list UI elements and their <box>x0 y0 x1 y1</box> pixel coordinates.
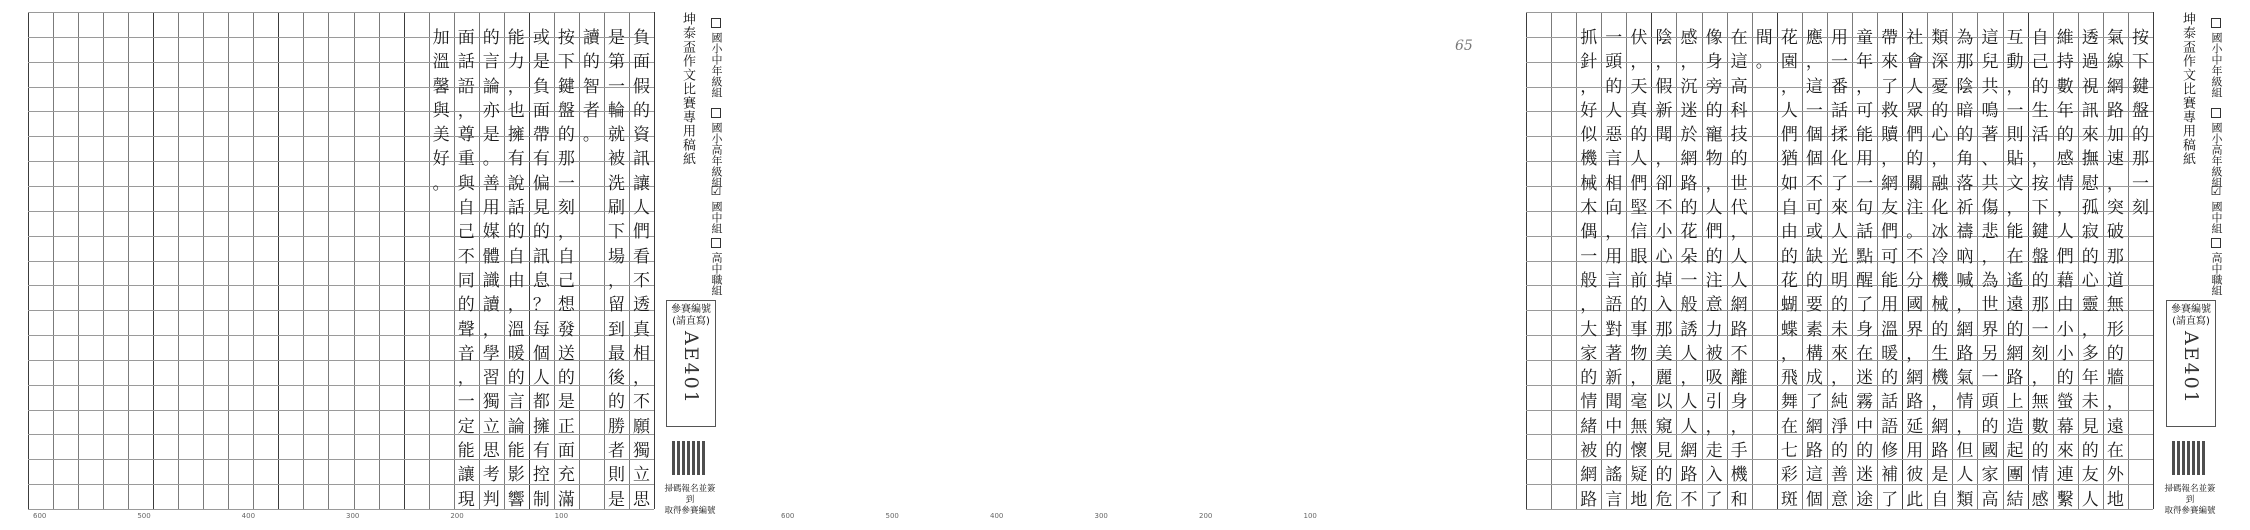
entry-label: 參賽編號 <box>2171 304 2211 315</box>
essay-column: 或 是 負 面 帶 有 偏 見 的 訊 息 ？ 每 個 人 都 擁 有 控 制 <box>532 28 550 510</box>
ruler-label: 500 <box>137 512 151 520</box>
grid-line <box>28 12 654 13</box>
category-elementary-upper: 國小高年級組 <box>2208 108 2224 188</box>
essay-column: 類 深 憂 的 心 ， 融 化 冰 冷 機 械 的 生 機 ， 網 路 是 自 <box>1931 28 1949 510</box>
essay-column: 能 力 ， 也 擁 有 說 話 的 自 由 ， 溫 暖 的 言 論 能 影 響 <box>507 28 525 510</box>
essay-column: 互 動 ， 一 則 貼 文 ， 能 在 遙 遠 的 網 路 上 造 起 團 結 <box>2006 28 2024 510</box>
grid-paper <box>1526 12 2153 509</box>
category-elementary-upper: 國小高年級組 <box>708 108 724 188</box>
essay-column: 抓 針 ， 好 似 機 械 木 偶 一 般 ， 大 家 的 情 緒 被 網 路 <box>1580 28 1598 510</box>
essay-column: 間 。 <box>1755 28 1773 73</box>
ruler-label: 100 <box>1303 512 1317 520</box>
essay-column: 感 ， 沉 迷 於 網 路 的 花 朵 一 般 誘 人 ， 人 人 網 路 不 <box>1680 28 1698 510</box>
essay-column: 加 溫 馨 與 美 好 。 <box>432 28 450 194</box>
qr-caption: 掃碼報名並簽到 取得參賽編號 <box>2164 484 2216 516</box>
essay-sheet-page-2 <box>0 0 750 530</box>
category-elementary-middle: 國小中年級組 <box>708 18 724 98</box>
form-title: 坤泰盃作文比賽專用稿紙 <box>680 12 695 166</box>
essay-column: 應 ， 這 一 個 個 不 可 或 缺 的 要 素 構 成 了 網 路 這 個 <box>1805 28 1823 510</box>
entry-number-box <box>2166 300 2216 427</box>
essay-column: 這 兒 共 鳴 著 、 共 傷 悲 ， 為 世 界 另 一 頭 的 國 家 高 <box>1981 28 1999 510</box>
form-margin-page-1 <box>2164 0 2250 530</box>
essay-column: 為 那 陰 暗 的 角 落 祈 禱 吶 喊 ， 網 路 氣 情 ， 但 人 類 <box>1956 28 1974 510</box>
essay-column: 氣 線 網 路 加 速 ， 突 破 那 道 無 形 的 牆 ， 遠 在 外 地 <box>2106 28 2124 510</box>
essay-column: 的 言 論 亦 是 。 善 用 媒 體 識 讀 ， 學 習 獨 立 思 考 判 <box>482 28 500 510</box>
essay-column: 帶 來 了 救 贖 ， 網 友 們 可 能 用 溫 暖 的 話 語 修 補 了 <box>1881 28 1899 510</box>
essay-column: 按 下 鍵 盤 的 那 一 刻 <box>2131 28 2149 219</box>
grid-line <box>2153 12 2154 509</box>
ruler-label: 300 <box>346 512 360 520</box>
essay-column: 在 這 高 科 技 的 世 代 ， 人 人 網 路 不 離 身 ， 手 機 和 <box>1730 28 1748 510</box>
entry-hint: (請直寫) <box>672 316 710 327</box>
essay-sheet-page-1 <box>750 0 2223 530</box>
essay-column: 自 己 的 生 活 ， 按 下 鍵 盤 的 那 一 刻 ， 無 數 的 情 感 <box>2031 28 2049 510</box>
ruler-label: 300 <box>1094 512 1108 520</box>
qr-caption: 掃碼報名並簽到 取得參賽編號 <box>664 484 716 516</box>
essay-column: 維 持 數 年 的 感 情 ， 人 們 藉 由 小 小 的 螢 幕 來 連 繫 <box>2056 28 2074 510</box>
grid-line <box>654 12 655 509</box>
ruler-label: 200 <box>450 512 464 520</box>
grid-line <box>1526 12 2153 13</box>
category-junior-high: ☑國中組 <box>709 184 723 234</box>
form-title: 坤泰盃作文比賽專用稿紙 <box>2180 12 2195 166</box>
essay-column: 像 身 旁 的 寵 物 ， 人 們 的 注 意 力 被 吸 引 ， 走 入 了 <box>1705 28 1723 510</box>
category-elementary-middle: 國小中年級組 <box>2208 18 2224 98</box>
essay-column: 透 過 視 訊 來 撫 慰 孤 寂 的 心 靈 ， 多 年 未 見 的 友 人 <box>2081 28 2099 510</box>
form-margin-page-2 <box>664 0 750 530</box>
entry-label: 參賽編號 <box>671 304 711 315</box>
ruler-label: 600 <box>781 512 795 520</box>
ruler-label: 200 <box>1199 512 1213 520</box>
qr-code-icon <box>2172 441 2206 475</box>
entry-number-box <box>666 300 716 427</box>
category-junior-high: ☑國中組 <box>2209 184 2223 234</box>
essay-column: 一 頭 的 人 惡 言 相 向 ， 用 言 語 對 著 新 聞 中 的 謠 言 <box>1605 28 1623 510</box>
essay-column: 面 話 語 ， 尊 重 與 自 己 不 同 的 聲 音 ， 一 定 能 讓 現 <box>457 28 475 510</box>
ruler-label: 400 <box>241 512 256 520</box>
essay-column: 用 一 番 話 揉 化 了 來 人 光 明 的 未 來 ， 純 淨 的 善 意 <box>1831 28 1848 510</box>
grid-paper <box>28 12 654 509</box>
essay-column: 是 第 一 輪 就 被 洗 刷 下 場 ， 留 到 最 後 的 勝 者 則 是 <box>607 28 625 510</box>
essay-column: 伏 ， 天 真 的 人 們 堅 信 眼 前 的 事 物 ， 毫 無 懷 疑 地 <box>1630 28 1648 510</box>
essay-column: 讀 的 智 者 。 <box>582 28 600 146</box>
essay-column: 童 年 ， 可 能 用 一 句 話 點 醒 了 身 在 迷 霧 中 的 迷 途 <box>1856 28 1874 510</box>
ruler-label: 500 <box>885 512 899 520</box>
ruler-label: 400 <box>990 512 1004 520</box>
category-senior-high: 高中職組 <box>2208 238 2224 296</box>
essay-column: 負 面 假 的 資 訊 讓 人 們 看 不 透 真 相 ， 不 願 獨 立 思 <box>632 28 650 510</box>
ruler-label: 100 <box>554 512 569 520</box>
ruler-label: 600 <box>33 512 47 520</box>
entry-number: AE401 <box>680 331 702 405</box>
category-senior-high: 高中職組 <box>708 238 724 296</box>
essay-column: 按 下 鍵 盤 的 那 一 刻 ， 自 己 想 發 送 的 是 正 面 充 滿 <box>557 28 575 510</box>
entry-number: AE401 <box>2180 331 2202 405</box>
essay-column: 社 會 人 眾 們 的 關 注 。 不 分 國 界 ， 網 路 延 用 彼 此 <box>1906 28 1924 510</box>
score-mark: 65 <box>1455 38 1473 54</box>
essay-column: 陰 ， 假 新 聞 ， 卻 不 小 心 掉 入 那 美 麗 以 窺 見 的 危 <box>1655 28 1673 510</box>
essay-column: 花 園 ， 人 們 猶 如 自 由 的 花 蝴 蝶 ， 飛 舞 在 七 彩 斑 <box>1780 28 1798 510</box>
qr-code-icon <box>672 441 706 475</box>
entry-hint: (請直寫) <box>2172 316 2210 327</box>
